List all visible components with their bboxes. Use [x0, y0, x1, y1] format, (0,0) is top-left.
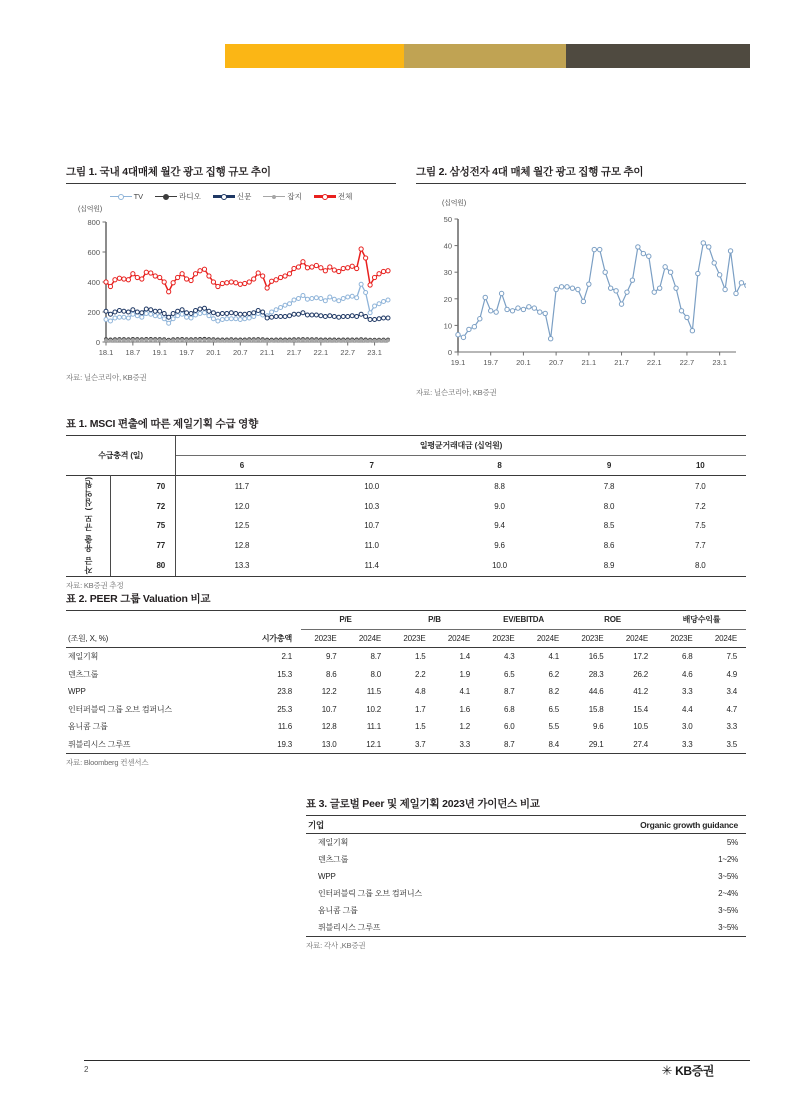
table-2-cell-3-2: 1.7 [414, 704, 426, 714]
table-1-cell-77-6: 12.8 [234, 541, 250, 551]
table-2-sub-roe-2024e: 2024E [625, 633, 648, 643]
table-1-row-label-70: 70 [111, 476, 176, 497]
table-2-cell-1-8: 4.6 [681, 669, 693, 679]
header-bar-segment-gold [404, 44, 567, 68]
table-2-cell-1-6: 28.3 [588, 669, 604, 679]
legend-item-radio [155, 191, 201, 202]
figure-1-source: 자료: 닐슨코리아, KB증권 [66, 373, 147, 382]
table-3-row-name-5: 퓌블리시스 그루프 [318, 923, 381, 932]
figure-2-svg [416, 203, 746, 378]
svg-text:20.1: 20.1 [516, 358, 531, 367]
legend-item-total [314, 191, 353, 202]
svg-text:0: 0 [447, 348, 452, 357]
table-1-col-header-9: 9 [606, 461, 612, 470]
table-1-col-header-7: 7 [369, 461, 374, 470]
svg-text:800: 800 [87, 218, 100, 227]
table-1-row [66, 496, 746, 516]
table-2-cell-0-0: 9.7 [301, 648, 346, 666]
svg-text:22.1: 22.1 [646, 358, 662, 367]
svg-text:50: 50 [443, 215, 452, 224]
table-2-cell-2-7: 41.2 [633, 687, 648, 697]
table-2-row [66, 701, 746, 719]
table-2-row [66, 683, 746, 701]
table-3-title: 표 3. 글로벌 Peer 및 제일기획 2023년 가이던스 비교 [306, 798, 540, 810]
svg-text:40: 40 [443, 241, 452, 251]
table-3-row-value-3: 2~4% [718, 889, 738, 898]
figure-2 [416, 164, 746, 398]
footer-rule [84, 1060, 750, 1061]
table-1-source: 자료: KB증권 추정 [66, 581, 124, 590]
table-3 [306, 816, 746, 936]
svg-text:20.1: 20.1 [206, 348, 221, 357]
table-2-cell-1-7: 26.2 [633, 669, 648, 679]
table-2-group-pe: P/E [301, 611, 390, 629]
svg-text:20.7: 20.7 [232, 348, 248, 357]
legend-swatch-newspaper [213, 193, 235, 201]
svg-text:22.7: 22.7 [679, 358, 695, 367]
table-3-row-value-1: 1~2% [718, 855, 738, 864]
table-1-col-header-8: 8 [497, 461, 502, 470]
table-1-cell-75-6: 12.5 [234, 521, 250, 531]
table-2-row-name-5: 퓌블리시스 그루프 [68, 739, 131, 749]
svg-text:400: 400 [87, 278, 100, 287]
table-2-sub-pe-2023e: 2023E [314, 633, 337, 643]
kb-asterisk-icon: ✳ [661, 1063, 673, 1078]
table-1-row [66, 476, 746, 497]
table-2-cell-0-1: 8.7 [346, 648, 391, 666]
table-2-row-mktcap-3: 25.3 [277, 704, 292, 714]
table-1-group-header: 일평균거래대금 (십억원) [176, 436, 747, 456]
table-2-row-name-0: 제일기획 [66, 648, 228, 666]
table-2-cell-3-5: 6.5 [548, 704, 559, 714]
table-1 [66, 436, 746, 576]
table-2 [66, 611, 746, 753]
table-1-cell-77-9: 8.6 [603, 541, 615, 551]
table-2-row-mktcap-1: 15.3 [277, 669, 292, 679]
table-3-row-name-1: 덴츠그룹 [318, 855, 349, 864]
table-1-row-label-77: 77 [111, 536, 176, 556]
table-1-row-axis-label: 자금 유출 규모 (십억원) [83, 476, 93, 574]
svg-text:21.1: 21.1 [581, 358, 597, 367]
table-2-cell-4-8: 3.0 [681, 722, 693, 732]
table-1-row [66, 516, 746, 536]
table-1-cell-75-8: 9.4 [494, 521, 505, 531]
table-2-cell-1-2: 2.2 [414, 669, 426, 679]
table-2-title: 표 2. PEER 그룹 Valuation 비교 [66, 593, 211, 605]
table-2-row [66, 718, 746, 736]
table-1-cell-72-8: 9.0 [494, 501, 505, 511]
table-2-cell-5-0: 13.0 [321, 739, 337, 749]
svg-text:21.7: 21.7 [614, 358, 629, 367]
table-1-cell-77-7: 11.0 [364, 541, 379, 551]
table-2-cell-0-6: 16.5 [568, 648, 613, 666]
svg-text:19.7: 19.7 [483, 358, 499, 367]
table-2-cell-4-9: 3.3 [726, 722, 737, 732]
figure-2-source: 자료: 닐슨코리아, KB증권 [416, 388, 497, 397]
brand-label: KB증권 [675, 1064, 714, 1078]
table-1-cell-72-10: 7.2 [695, 501, 706, 511]
table-2-group-evebitda: EV/EBITDA [479, 611, 568, 629]
table-3-col-header-company: 기업 [308, 819, 325, 830]
table-2-bottom-rule [66, 753, 746, 754]
table-3-row-name-3: 인터퍼블릭 그룹 오브 컴퍼니스 [318, 889, 422, 898]
table-3-row [306, 885, 746, 902]
table-2-cell-3-8: 4.4 [681, 704, 693, 714]
legend-label-tv: TV [133, 192, 144, 201]
table-1-title: 표 1. MSCI 편출에 따른 제일기획 수급 영향 [66, 418, 259, 430]
table-3-row-name-4: 옴니콤 그룹 [318, 906, 358, 915]
figure-1 [66, 164, 396, 383]
figure-1-svg [66, 204, 396, 364]
table-3-row [306, 851, 746, 868]
svg-text:20.7: 20.7 [548, 358, 564, 367]
legend-label-newspaper: 신문 [236, 192, 252, 201]
legend-label-magazine: 잡지 [287, 192, 302, 201]
table-1-col-header-6: 6 [239, 461, 244, 470]
table-2-row-mktcap-4: 11.6 [277, 722, 292, 732]
table-2-row-mktcap-5: 19.3 [277, 739, 292, 749]
svg-text:19.1: 19.1 [152, 348, 168, 357]
table-1-cell-80-10: 8.0 [695, 561, 706, 571]
table-2-cell-3-3: 1.6 [459, 704, 470, 714]
table-2-row-name-3: 인터퍼블릭 그룹 오브 컴퍼니스 [68, 704, 172, 714]
table-2-group-pb: P/B [390, 611, 479, 629]
table-2-row-name-4: 옴니콤 그룹 [68, 722, 108, 732]
figure-1-rule [66, 183, 396, 184]
legend-label-radio: 라디오 [179, 192, 201, 201]
table-2-cell-5-3: 3.3 [459, 739, 470, 749]
table-1-cell-77-8: 9.6 [494, 541, 505, 551]
svg-text:22.1: 22.1 [313, 348, 329, 357]
table-1-col-header-10: 10 [696, 461, 705, 470]
table-2-sub-dy-2024e: 2024E [714, 633, 737, 643]
table-2-cell-1-5: 6.2 [548, 669, 559, 679]
table-1-cell-70-6: 11.7 [176, 476, 308, 497]
table-1-cell-72-7: 10.3 [364, 501, 380, 511]
svg-text:21.1: 21.1 [259, 348, 275, 357]
table-3-row-value-5: 3~5% [718, 923, 738, 932]
table-1-cell-80-8: 10.0 [492, 561, 507, 571]
table-2-cell-3-1: 10.2 [366, 704, 381, 714]
table-3-bottom-rule [306, 936, 746, 937]
table-2-cell-2-1: 11.5 [366, 687, 381, 697]
legend-swatch-tv [110, 193, 132, 201]
table-1-cell-77-10: 7.7 [695, 541, 706, 551]
table-2-cell-1-1: 8.0 [370, 669, 381, 679]
table-1-block [66, 416, 746, 591]
header-bar-segment-yellow [225, 44, 404, 68]
table-2-cell-5-5: 8.4 [548, 739, 559, 749]
table-2-cell-5-1: 12.1 [366, 739, 381, 749]
table-2-sub-pb-2023e: 2023E [403, 633, 426, 643]
table-2-cell-1-4: 6.5 [503, 669, 515, 679]
table-2-cell-5-4: 8.7 [503, 739, 515, 749]
table-1-cell-75-7: 10.7 [364, 521, 380, 531]
table-3-row-value-2: 3~5% [718, 872, 738, 881]
table-2-cell-4-6: 9.6 [592, 722, 604, 732]
legend-label-total: 전체 [337, 192, 353, 201]
table-3-header-row [306, 816, 746, 834]
legend-swatch-magazine [263, 193, 285, 201]
table-2-sub-dy-2023e: 2023E [670, 633, 693, 643]
table-1-group-header-row [66, 436, 746, 456]
table-2-cell-2-5: 8.2 [548, 687, 559, 697]
figure-1-y-unit: (십억원) [78, 206, 102, 213]
table-2-cell-5-6: 29.1 [588, 739, 604, 749]
legend-swatch-total [314, 193, 336, 201]
brand-logo [662, 1062, 714, 1079]
table-2-cell-0-8: 6.8 [657, 648, 702, 666]
figure-2-y-unit: (십억원) [442, 200, 466, 207]
table-2-row [66, 648, 746, 666]
table-2-source: 자료: Bloomberg 컨센서스 [66, 758, 149, 767]
table-2-cell-2-0: 12.2 [321, 687, 337, 697]
legend-swatch-radio [155, 193, 177, 201]
figure-2-plot [416, 200, 746, 383]
table-2-cell-0-7: 17.2 [613, 648, 658, 666]
figure-2-rule [416, 183, 746, 184]
table-2-row-name-2: WPP [68, 687, 86, 697]
table-2-block [66, 591, 746, 768]
svg-text:19.1: 19.1 [450, 358, 466, 367]
table-1-row-label-80: 80 [111, 556, 176, 576]
table-3-block [306, 796, 746, 951]
table-2-cell-3-6: 15.8 [588, 704, 604, 714]
table-3-row-name-2: WPP [318, 872, 336, 881]
table-1-cell-80-7: 11.4 [364, 561, 379, 571]
table-2-cell-0-3: 1.4 [435, 648, 480, 666]
table-2-sub-pe-2024e: 2024E [358, 633, 381, 643]
table-2-sub-ev-2024e: 2024E [536, 633, 559, 643]
table-3-row-name-0: 제일기획 [306, 834, 536, 852]
table-2-cell-2-4: 8.7 [503, 687, 515, 697]
table-2-row [66, 666, 746, 684]
table-2-row [66, 736, 746, 754]
table-2-sub-ev-2023e: 2023E [492, 633, 515, 643]
table-2-row-mktcap-0: 2.1 [228, 648, 301, 666]
svg-text:23.1: 23.1 [712, 358, 727, 367]
svg-text:20: 20 [443, 294, 452, 304]
table-2-cell-4-7: 10.5 [633, 722, 648, 732]
header-color-bar [225, 44, 750, 68]
table-2-group-roe: ROE [568, 611, 657, 629]
table-1-cell-75-9: 8.5 [603, 521, 615, 531]
svg-text:19.7: 19.7 [179, 348, 194, 357]
table-3-row [306, 868, 746, 885]
table-2-cell-5-7: 27.4 [633, 739, 648, 749]
table-2-cell-1-3: 1.9 [459, 669, 470, 679]
svg-text:18.7: 18.7 [125, 348, 141, 357]
svg-text:23.1: 23.1 [367, 348, 382, 357]
svg-text:0: 0 [95, 338, 100, 347]
table-1-bottom-rule [66, 576, 746, 577]
table-2-cell-3-4: 6.8 [503, 704, 515, 714]
table-2-mktcap-header: 시가총액 [261, 634, 292, 643]
legend-item-tv [110, 191, 144, 202]
page-sheet [18, 8, 782, 1100]
table-2-group-divyield: 배당수익률 [657, 611, 746, 629]
table-2-sub-roe-2023e: 2023E [581, 633, 604, 643]
table-3-row [306, 902, 746, 919]
table-3-source: 자료: 각사 ,KB증권 [306, 941, 366, 950]
table-1-cell-80-9: 8.9 [603, 561, 615, 571]
figure-2-title: 그림 2. 삼성전자 4대 매체 월간 광고 집행 규모 추이 [416, 166, 644, 178]
table-2-cell-4-1: 11.1 [366, 722, 381, 732]
table-1-cell-70-10: 7.0 [655, 476, 746, 497]
table-2-cell-2-6: 44.6 [588, 687, 604, 697]
svg-text:30: 30 [443, 268, 452, 278]
table-2-group-header-row [66, 611, 746, 629]
table-1-corner-label: 수급충격 (일) [66, 436, 176, 476]
table-2-cell-4-2: 1.5 [414, 722, 426, 732]
table-1-cell-72-9: 8.0 [603, 501, 615, 511]
table-2-sub-pb-2024e: 2024E [447, 633, 470, 643]
table-3-row [306, 834, 746, 852]
table-2-cell-5-9: 3.5 [726, 739, 737, 749]
table-1-row-label-72: 72 [111, 496, 176, 516]
table-2-cell-3-9: 4.7 [726, 704, 737, 714]
svg-text:200: 200 [87, 308, 100, 317]
table-2-cell-0-9: 7.5 [702, 648, 747, 666]
table-2-cell-5-8: 3.3 [681, 739, 693, 749]
table-2-cell-5-2: 3.7 [414, 739, 426, 749]
table-2-cell-0-5: 4.1 [524, 648, 569, 666]
svg-text:21.7: 21.7 [286, 348, 302, 357]
table-2-unit-label: (조원, X, %) [68, 634, 109, 643]
table-1-cell-80-6: 13.3 [234, 561, 250, 571]
table-2-cell-0-4: 4.3 [479, 648, 524, 666]
table-2-cell-2-9: 3.4 [726, 687, 737, 697]
svg-text:10: 10 [443, 321, 452, 331]
table-3-row [306, 919, 746, 936]
table-3-col-header-guidance: Organic growth guidance [640, 819, 738, 830]
table-1-cell-70-7: 10.0 [308, 476, 436, 497]
svg-text:600: 600 [87, 248, 100, 257]
table-2-cell-3-0: 10.7 [321, 704, 337, 714]
table-2-cell-4-3: 1.2 [459, 722, 470, 732]
table-2-cell-4-5: 5.5 [548, 722, 559, 732]
table-1-row-axis-cell [66, 476, 111, 577]
table-1-cell-75-10: 7.5 [695, 521, 706, 531]
table-1-cell-70-9: 7.8 [563, 476, 654, 497]
header-bar-segment-dark [566, 44, 750, 68]
table-1-row-label-75: 75 [111, 516, 176, 536]
table-3-row-value-0: 5% [536, 834, 746, 852]
table-1-cell-70-8: 8.8 [436, 476, 564, 497]
legend-item-magazine [263, 191, 302, 202]
table-2-cell-2-8: 3.3 [681, 687, 693, 697]
table-2-cell-1-0: 8.6 [325, 669, 337, 679]
figure-1-title: 그림 1. 국내 4대매체 월간 광고 집행 규모 추이 [66, 166, 271, 178]
table-2-cell-0-2: 1.5 [390, 648, 435, 666]
svg-text:22.7: 22.7 [340, 348, 356, 357]
figure-1-plot [66, 204, 396, 369]
svg-text:18.1: 18.1 [98, 348, 114, 357]
legend-item-newspaper [213, 191, 252, 202]
table-2-row-mktcap-2: 23.8 [277, 687, 292, 697]
table-2-row-name-1: 덴츠그룹 [68, 669, 99, 679]
table-1-cell-72-6: 12.0 [234, 501, 250, 511]
table-2-cell-4-4: 6.0 [503, 722, 515, 732]
figure-1-legend [66, 191, 396, 202]
table-1-row [66, 536, 746, 556]
table-2-cell-1-9: 4.9 [726, 669, 737, 679]
table-3-row-value-4: 3~5% [718, 906, 738, 915]
table-1-row [66, 556, 746, 576]
table-2-cell-4-0: 12.8 [321, 722, 337, 732]
page-number: 2 [84, 1065, 89, 1074]
table-2-cell-3-7: 15.4 [633, 704, 648, 714]
table-2-cell-2-2: 4.8 [414, 687, 426, 697]
table-2-cell-2-3: 4.1 [459, 687, 470, 697]
